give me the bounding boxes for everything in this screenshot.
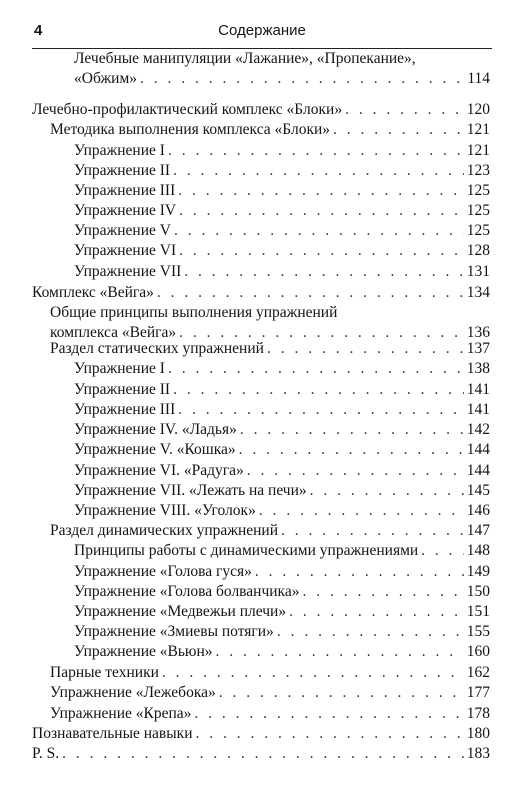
toc-page-number: 144 <box>466 462 490 479</box>
toc-entry[interactable] <box>32 283 490 303</box>
toc-page-number: 150 <box>466 583 490 600</box>
toc-entry[interactable] <box>74 201 490 221</box>
toc-entry-title: Лечебно-профилактический комплекс «Блоки» <box>32 101 343 118</box>
toc-entry-title: Упражнение II <box>74 162 171 179</box>
toc-entry-title: Упражнение VI. «Радуга» <box>74 462 244 479</box>
dot-leader <box>302 582 463 602</box>
toc-entry-title: Упражнение V <box>74 222 171 239</box>
toc-page-number: 177 <box>466 684 490 701</box>
dot-leader <box>173 380 464 400</box>
toc-entry[interactable] <box>74 221 490 241</box>
toc-entry[interactable] <box>74 420 490 440</box>
dot-leader <box>289 602 464 622</box>
toc-entry-title: Упражнение VI <box>74 242 177 259</box>
toc-entry[interactable] <box>74 181 490 201</box>
toc-entry[interactable] <box>74 49 490 89</box>
toc-entry[interactable] <box>74 562 490 582</box>
toc-entry-title: Упражнение «Змиевы потяги» <box>74 623 274 640</box>
toc-entry[interactable] <box>74 622 490 642</box>
dot-leader <box>140 69 464 89</box>
running-title: Содержание <box>218 22 306 39</box>
dot-leader <box>173 161 464 181</box>
toc-entry[interactable] <box>74 501 490 521</box>
toc-page-number: 148 <box>466 542 490 559</box>
toc-entry[interactable] <box>74 602 490 622</box>
toc-entry-title: Упражнение III <box>74 182 176 199</box>
toc-entry-title: Упражнение II <box>74 381 171 398</box>
toc-page-number: 121 <box>466 142 490 159</box>
dot-leader <box>255 562 464 582</box>
toc-entry-title: Комплекс «Вейга» <box>32 284 154 301</box>
toc-entry-title-line1: Лечебные манипуляции «Лажание», «Пропекание», <box>74 50 416 67</box>
toc-page-number: 144 <box>466 441 490 458</box>
toc-entry-title: Парные техники <box>50 664 159 681</box>
toc-page-number: 183 <box>466 745 490 762</box>
toc-entry[interactable] <box>74 481 490 501</box>
dot-leader <box>178 400 464 420</box>
toc-page-number: 136 <box>466 324 490 341</box>
dot-leader <box>179 201 464 221</box>
toc-page-number: 123 <box>466 162 490 179</box>
dot-leader <box>277 622 464 642</box>
toc-page-number: 131 <box>466 263 490 280</box>
dot-leader <box>345 100 464 120</box>
dot-leader <box>267 339 464 359</box>
dot-leader <box>239 440 464 460</box>
toc-page-number: 160 <box>466 643 490 660</box>
toc-entry[interactable] <box>74 241 490 261</box>
toc-page-number: 134 <box>466 284 490 301</box>
toc-entry-title: Упражнение «Крепа» <box>50 705 192 722</box>
toc-entry[interactable] <box>74 400 490 420</box>
dot-leader <box>196 724 464 744</box>
toc-entry[interactable] <box>74 642 490 662</box>
toc-entry[interactable] <box>74 359 490 379</box>
toc-entry-title: Раздел статических упражнений <box>50 340 264 357</box>
dot-leader <box>310 481 464 501</box>
toc-entry-title: Упражнение «Вьюн» <box>74 643 213 660</box>
toc-page-number: 151 <box>466 603 490 620</box>
toc-page-number: 128 <box>466 242 490 259</box>
dot-leader <box>174 221 464 241</box>
toc-page-number: 125 <box>466 202 490 219</box>
toc-page-number: 137 <box>466 340 490 357</box>
toc-entry-title: Упражнение VII <box>74 263 182 280</box>
dot-leader <box>194 704 463 724</box>
toc-page-number: 141 <box>466 401 490 418</box>
toc-entry[interactable] <box>74 582 490 602</box>
toc-entry-title: «Обжим» <box>74 70 138 87</box>
toc-entry-title: Упражнение «Лежебока» <box>50 684 216 701</box>
toc-page-number: 178 <box>466 705 490 722</box>
toc-page-number: 125 <box>466 222 490 239</box>
toc-page-number: 125 <box>466 182 490 199</box>
toc-entry[interactable] <box>50 704 490 724</box>
toc-entry-title: Упражнение «Медвежьи плечи» <box>74 603 287 620</box>
dot-leader <box>168 359 464 379</box>
toc-entry[interactable] <box>32 100 490 120</box>
toc-entry-title: Упражнение IV <box>74 202 177 219</box>
toc-entry-title: Упражнение V. «Кошка» <box>74 441 236 458</box>
dot-leader <box>259 501 464 521</box>
toc-page-number: 149 <box>466 563 490 580</box>
toc-page-number: 147 <box>466 522 490 539</box>
toc-page-number: 155 <box>466 623 490 640</box>
toc-page-number: 142 <box>466 421 490 438</box>
dot-leader <box>162 663 464 683</box>
toc-page-number: 138 <box>466 360 490 377</box>
dot-leader <box>157 283 464 303</box>
toc-page-number: 121 <box>466 121 490 138</box>
dot-leader <box>168 141 464 161</box>
toc-page-number: 114 <box>467 70 490 87</box>
dot-leader <box>240 420 464 440</box>
page-number: 4 <box>34 22 43 39</box>
toc-entry-title: Упражнение VII. «Лежать на печи» <box>74 482 307 499</box>
toc-entry[interactable] <box>74 161 490 181</box>
dot-leader <box>179 241 464 261</box>
toc-entry-title: комплекса «Вейга» <box>50 324 177 341</box>
toc-entry-title: Упражнение I <box>74 142 165 159</box>
toc-entry[interactable] <box>74 541 490 561</box>
toc-page-number: 180 <box>466 725 490 742</box>
toc-entry-title: P. S. <box>32 745 60 762</box>
toc-page-number: 141 <box>466 381 490 398</box>
dot-leader <box>219 683 464 703</box>
toc-entry-title: Принципы работы с динамическими упражнениями <box>74 542 419 559</box>
dot-leader <box>62 744 464 764</box>
toc-entry-title: Упражнение IV. «Ладья» <box>74 421 237 438</box>
toc-entry[interactable] <box>50 683 490 703</box>
toc-entry[interactable] <box>74 440 490 460</box>
toc-entry[interactable] <box>32 724 490 744</box>
toc-entry[interactable] <box>74 141 490 161</box>
dot-leader <box>247 461 464 481</box>
toc-page-number: 146 <box>466 502 490 519</box>
toc-entry-title: Познавательные навыки <box>32 725 193 742</box>
toc-entry-title: Раздел динамических упражнений <box>50 522 279 539</box>
toc-entry-title: Методика выполнения комплекса «Блоки» <box>50 121 331 138</box>
dot-leader <box>421 541 464 561</box>
dot-leader <box>178 181 464 201</box>
toc-page-number: 120 <box>466 101 490 118</box>
toc-entry-title: Упражнение «Голова болванчика» <box>74 583 300 600</box>
page-header <box>32 18 492 49</box>
dot-leader <box>184 262 463 282</box>
toc-entry-title: Упражнение «Голова гуся» <box>74 563 252 580</box>
toc-entry[interactable] <box>50 339 490 359</box>
dot-leader <box>333 120 464 140</box>
toc-entry[interactable] <box>74 262 490 282</box>
toc-entry[interactable] <box>50 120 490 140</box>
toc-entry[interactable] <box>74 380 490 400</box>
toc-entry[interactable] <box>50 303 490 343</box>
toc-entry-title: Упражнение VIII. «Уголок» <box>74 502 256 519</box>
toc-entry[interactable] <box>50 663 490 683</box>
dot-leader <box>216 642 464 662</box>
toc-page-number: 145 <box>466 482 490 499</box>
dot-leader <box>281 521 464 541</box>
toc-entry-title: Упражнение III <box>74 401 176 418</box>
toc-entry-title-line1: Общие принципы выполнения упражнений <box>50 304 338 321</box>
toc-entry-title: Упражнение I <box>74 360 165 377</box>
toc-entry[interactable] <box>32 744 490 764</box>
toc-page-number: 162 <box>466 664 490 681</box>
toc-entry[interactable] <box>74 461 490 481</box>
toc-entry[interactable] <box>50 521 490 541</box>
